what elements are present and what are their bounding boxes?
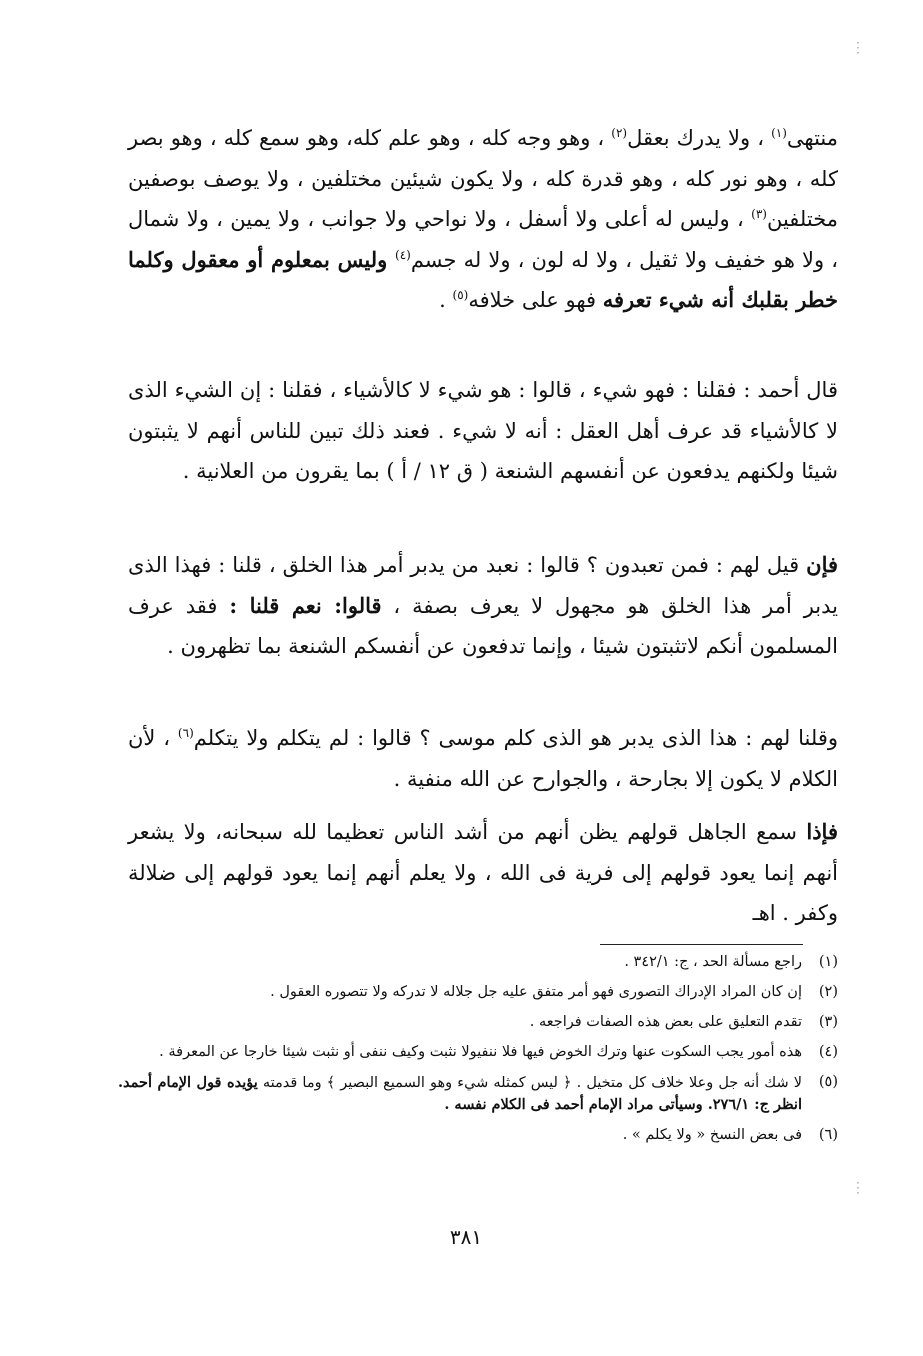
footnote-text <box>118 1012 802 1033</box>
footnote-number: (٦) <box>818 1127 838 1143</box>
text-run: تقدم التعليق على بعض هذه الصفات فراجعه . <box>529 1014 802 1030</box>
paragraph <box>128 370 838 492</box>
text-run: ، ولا يدرك بعقل <box>627 126 772 150</box>
paragraph <box>128 118 838 321</box>
text-run: ، وهو وجه كله ، وهو علم كله، وهو سمع كله ، وهو بصر كله ، وهو نور كله ، وهو قدرة كله ، ولا يكون شيئين مختلفين ، ولا يوصف بوصفين مختلفين <box>128 126 838 231</box>
text-run: لا شك أنه جل وعلا خلاف كل متخيل . ﴿ ليس كمثله شيء وهو السميع البصير ﴾ وما قدمته <box>257 1075 802 1091</box>
footnote <box>118 1012 838 1033</box>
text-run: هذه أمور يجب السكوت عنها وترك الخوض فيها فلا ننفيولا نثبت وكيف ننفى أو نثبت شيئا خارجا عن المعرفة . <box>159 1044 802 1060</box>
footnote <box>118 982 838 1003</box>
footnote-ref: (٢) <box>611 126 628 140</box>
edge-mark: ⋮ <box>851 1180 865 1196</box>
footnote-number: (٢) <box>818 984 838 1000</box>
footnote-text <box>118 1042 802 1063</box>
footnote <box>118 1042 838 1063</box>
text-run: إن كان المراد الإدراك التصورى فهو أمر متفق عليه جل جلاله لا تدركه ولا تتصوره العقول . <box>270 984 802 1000</box>
footnote-ref: (١) <box>771 126 787 140</box>
footnote-text <box>118 1125 802 1146</box>
footnotes <box>118 952 838 1155</box>
text-run: منتهى <box>786 126 838 150</box>
footnote-ref: (٤) <box>395 247 411 262</box>
bold-text: يؤيده قول الإمام أحمد. انظر ج: ٢٧٦/١. وسيأتى مراد الإمام أحمد فى الكلام نفسه . <box>118 1074 802 1113</box>
footnote-number: (٤) <box>818 1044 838 1060</box>
text-run: فهو على خلافه <box>468 288 603 312</box>
edge-mark: ⋮ <box>851 40 865 56</box>
text-run: راجع مسألة الحد ، ج: ٣٤٢/١ . <box>624 954 802 970</box>
paragraph <box>128 718 838 799</box>
footnote-text <box>118 982 802 1003</box>
text-run: قال أحمد : فقلنا : فهو شيء ، قالوا : هو شيء لا كالأشياء ، فقلنا : إن الشيء الذى لا كالأشياء قد عرف أهل العقل : أنه لا شيء . فعند ذلك تبين للناس أنهم لا يثبتون شيئا ولكنهم يدفعون عن أنفسهم الشنعة ( ق ١٢ / أ ) بما يقرون من العلانية . <box>128 378 838 483</box>
bold-text: فإذا <box>806 819 838 844</box>
footnote-text <box>118 952 802 973</box>
bold-text: قالوا: نعم قلنا : <box>229 592 382 618</box>
footnote <box>118 952 838 973</box>
paragraph <box>128 812 838 934</box>
bold-text: فإن <box>806 552 838 577</box>
page-number: ٣٨١ <box>449 1225 483 1249</box>
text-run: ، وليس له أعلى ولا أسفل ، ولا نواحي ولا جوانب ، ولا يمين ، ولا شمال ، ولا هو خفيف ولا ثقيل ، ولا له لون ، ولا له جسم <box>128 207 838 272</box>
paragraph <box>128 545 838 667</box>
text-run: وقلنا لهم : هذا الذى يدبر هو الذى كلم موسى ؟ قالوا : لم يتكلم ولا يتكلم <box>193 726 838 750</box>
footnote-ref: (٦) <box>177 726 194 740</box>
footnote <box>118 1072 838 1116</box>
footnote-number: (١) <box>818 954 838 970</box>
footnote-number: (٥) <box>818 1074 838 1090</box>
footnote-ref: (٥) <box>452 288 469 302</box>
text-run: قيل لهم : فمن تعبدون ؟ قالوا : نعبد من يدبر أمر هذا الخلق ، قلنا : فهذا الذى يدبر أمر هذا الخلق هو مجهول لا يعرف بصفة ، <box>128 553 838 618</box>
text-run: ، لأن الكلام لا يكون إلا بجارحة ، والجوارح عن الله منفية . <box>128 726 838 791</box>
footnote-number: (٣) <box>818 1014 838 1030</box>
text-run: فى بعض النسخ « ولا يكلم » . <box>622 1127 802 1143</box>
footnote-divider <box>600 944 803 945</box>
text-run: فقد عرف المسلمون أنكم لاتثبتون شيئا ، وإنما تدفعون عن أنفسكم الشنعة بما تظهرون . <box>128 593 838 658</box>
footnote-ref: (٣) <box>751 207 767 221</box>
text-run: سمع الجاهل قولهم يظن أنهم من أشد الناس تعظيما لله سبحانه، ولا يشعر أنهم إنما يعود قولهم إلى فرية فى الله ، ولا يعلم أنهم إنما يعود قولهم إلى ضلالة وكفر . اهـ <box>128 820 838 925</box>
text-run: . <box>439 288 453 312</box>
footnote-text <box>118 1072 802 1116</box>
footnote <box>118 1125 838 1146</box>
bold-text: وليس بمعلوم أو معقول وكلما خطر بقلبك أنه شيء تعرفه <box>128 246 838 312</box>
